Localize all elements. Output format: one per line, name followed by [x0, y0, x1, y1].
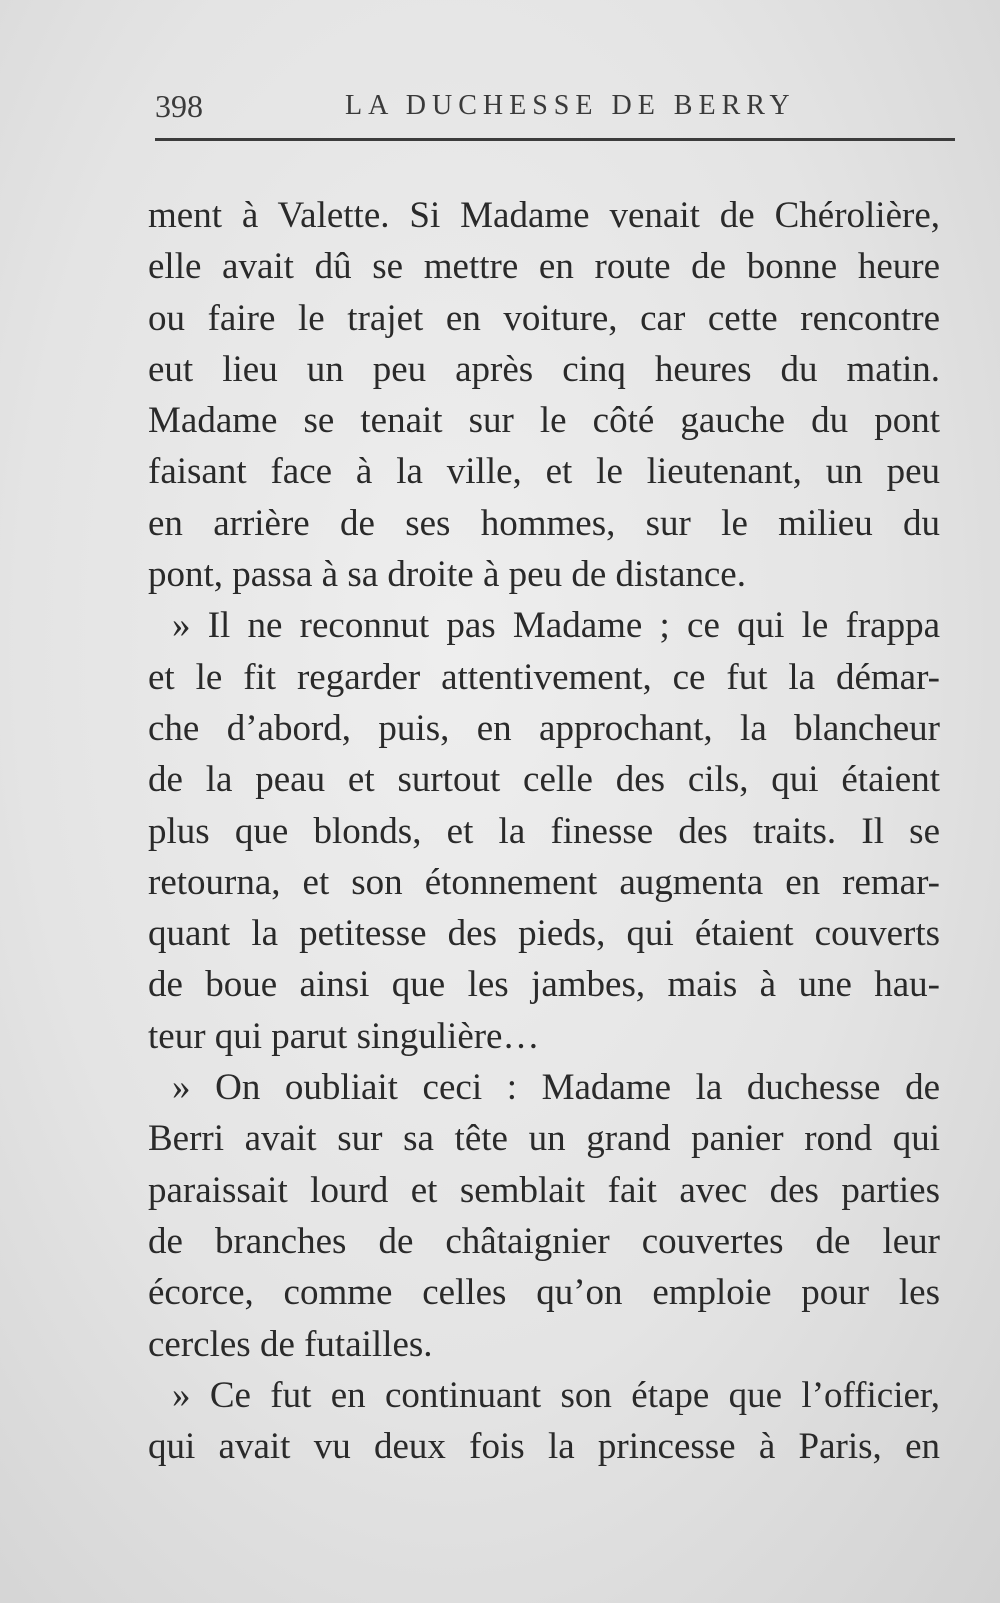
page-number: 398	[155, 88, 203, 124]
text-line: che d’abord, puis, en approchant, la blancheur	[148, 707, 940, 749]
text-line: qui avait vu deux fois la princesse à Paris, en	[148, 1426, 940, 1468]
text-line: ou faire le trajet en voiture, car cette rencontre	[148, 297, 940, 339]
header-rule	[155, 138, 955, 141]
text-line: teur qui parut singulière…	[148, 1015, 540, 1057]
text-line: de branches de châtaignier couvertes de leur	[148, 1220, 940, 1262]
text-line: plus que blonds, et la finesse des traits. Il se	[148, 810, 940, 852]
text-line: » Ce fut en continuant son étape que l’officier,	[172, 1374, 940, 1416]
text-line: » Il ne reconnut pas Madame ; ce qui le frappa	[172, 605, 940, 647]
text-line: pont, passa à sa droite à peu de distance.	[148, 554, 746, 596]
text-line: de boue ainsi que les jambes, mais à une hau-	[148, 964, 940, 1006]
text-line: de la peau et surtout celle des cils, qui étaient	[148, 759, 940, 801]
text-line: faisant face à la ville, et le lieutenant, un peu	[148, 451, 940, 493]
text-line: Madame se tenait sur le côté gauche du pont	[148, 400, 940, 442]
text-line: » On oubliait ceci : Madame la duchesse de	[172, 1067, 940, 1109]
text-line: cercles de futailles.	[148, 1323, 433, 1365]
text-line: ment à Valette. Si Madame venait de Chérolière,	[148, 195, 940, 236]
body-text	[148, 190, 940, 1472]
running-title: LA DUCHESSE DE BERRY	[345, 90, 796, 121]
text-line: quant la petitesse des pieds, qui étaient couverts	[148, 913, 940, 955]
text-line: écorce, comme celles qu’on emploie pour les	[148, 1272, 940, 1314]
text-line: elle avait dû se mettre en route de bonne heure	[148, 246, 940, 288]
text-line: retourna, et son étonnement augmenta en remar-	[148, 861, 940, 903]
text-line: et le fit regarder attentivement, ce fut la démar-	[148, 656, 940, 698]
text-line: en arrière de ses hommes, sur le milieu du	[148, 502, 940, 544]
text-line: paraissait lourd et semblait fait avec des parties	[148, 1169, 940, 1211]
text-line: Berri avait sur sa tête un grand panier rond qui	[148, 1118, 940, 1160]
running-head	[155, 78, 955, 138]
text-line: eut lieu un peu après cinq heures du matin.	[148, 348, 940, 390]
